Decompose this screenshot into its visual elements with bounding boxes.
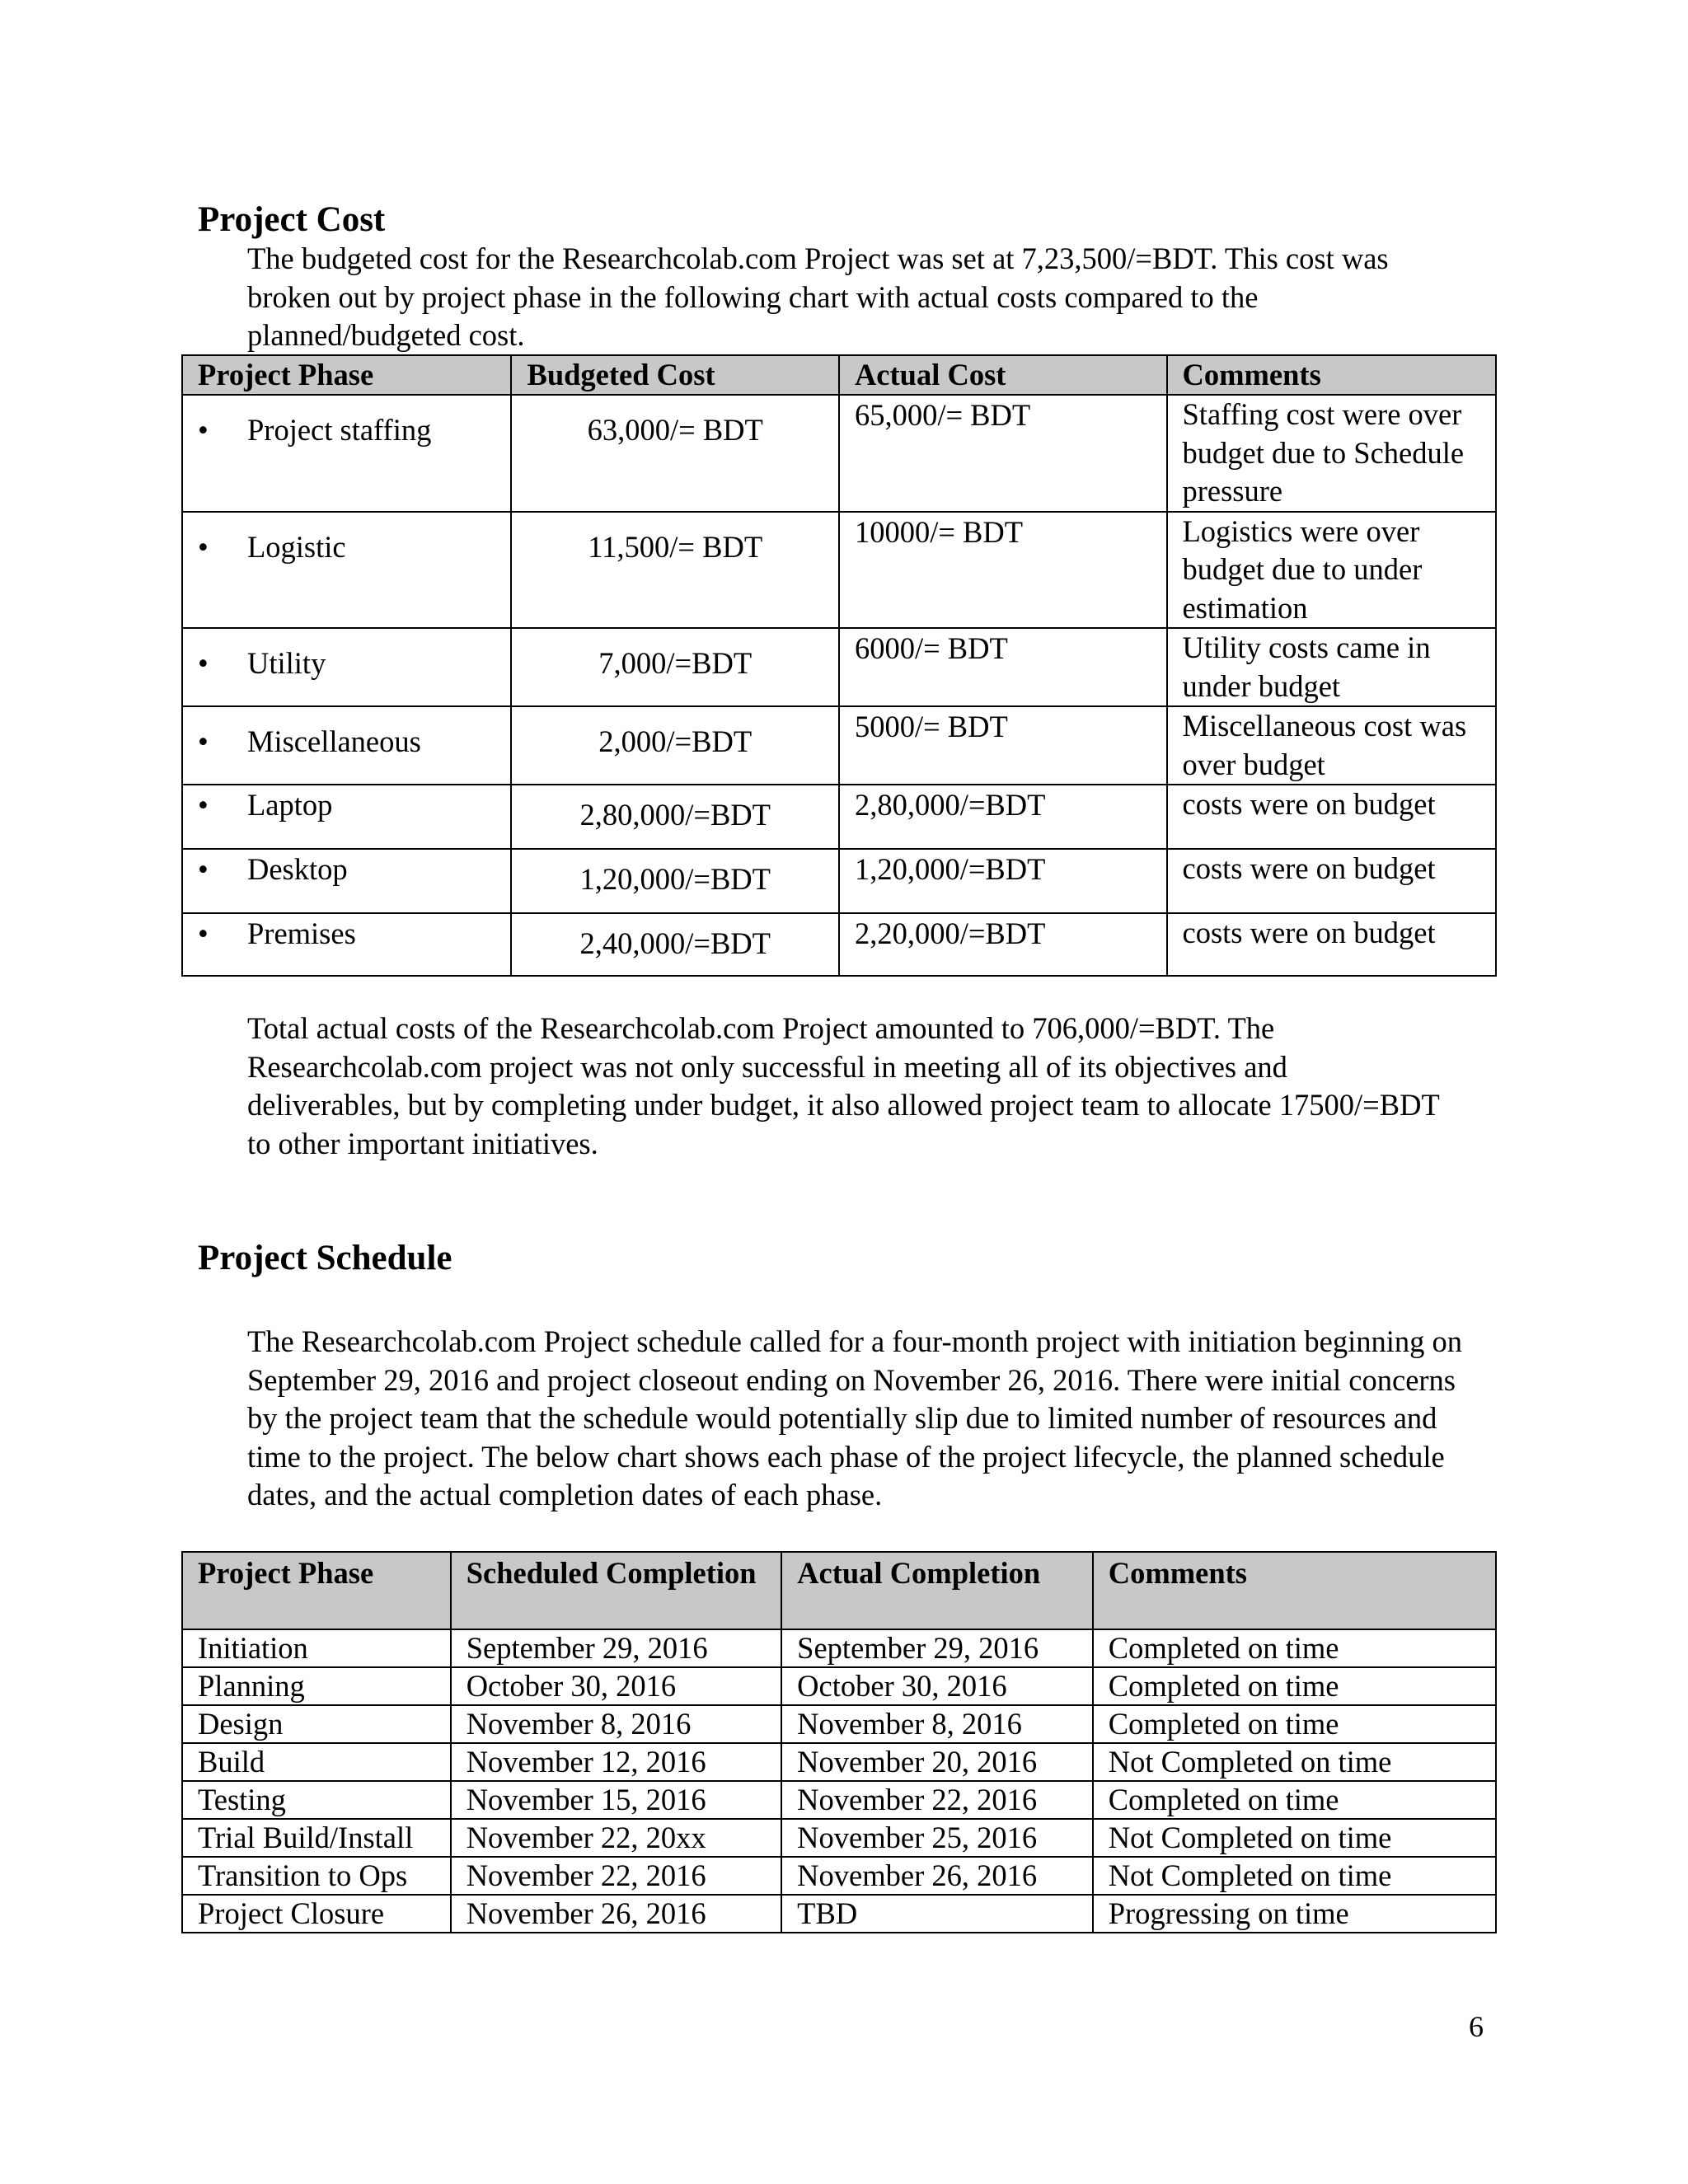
bullet-icon: • <box>198 916 209 950</box>
phase-name: Design <box>182 1705 451 1743</box>
actual-cost: 6000/= BDT <box>839 628 1167 706</box>
phase-name: Project staffing <box>247 413 432 447</box>
table-row <box>182 1629 1496 1667</box>
actual-cost: 65,000/= BDT <box>839 395 1167 512</box>
project-cost-intro: The budgeted cost for the Researchcolab.com Project was set at 7,23,500/=BDT. This cost was broken out by project phase in the following chart with actual costs compared to the planned/budgeted cost. <box>247 241 1389 352</box>
schedule-comment: Completed on time <box>1093 1629 1496 1667</box>
project-cost-summary: Total actual costs of the Researchcolab.com Project amounted to 706,000/=BDT. The Researchcolab.com project was not only successful in meeting all of its objectives and deliverables, but by completing under budget, it also allowed project team to allocate 17500/=BDT to other important initiatives. <box>247 1011 1440 1160</box>
scheduled-date: November 8, 2016 <box>451 1705 781 1743</box>
scheduled-date: September 29, 2016 <box>451 1629 781 1667</box>
cost-comment: costs were on budget <box>1167 913 1497 976</box>
actual-cost: 10000/= BDT <box>839 512 1167 629</box>
budgeted-cost: 63,000/= BDT <box>511 395 838 512</box>
table-header-row <box>182 1552 1496 1629</box>
actual-cost: 1,20,000/=BDT <box>839 849 1167 913</box>
phase-name: Project Closure <box>182 1895 451 1933</box>
phase-name: Initiation <box>182 1629 451 1667</box>
scheduled-date: November 26, 2016 <box>451 1895 781 1933</box>
cost-comment: Staffing cost were over budget due to Schedule pressure <box>1167 395 1497 512</box>
scheduled-date: November 12, 2016 <box>451 1743 781 1781</box>
table-row <box>182 1819 1496 1857</box>
column-header-budgeted: Budgeted Cost <box>511 355 838 395</box>
phase-name: Transition to Ops <box>182 1857 451 1895</box>
column-header-actual: Actual Cost <box>839 355 1167 395</box>
cost-comment: Miscellaneous cost was over budget <box>1167 706 1497 785</box>
actual-date: TBD <box>781 1895 1093 1933</box>
budgeted-cost: 2,80,000/=BDT <box>511 785 838 849</box>
table-row <box>182 1857 1496 1895</box>
table-row <box>182 628 1496 706</box>
schedule-comment: Completed on time <box>1093 1667 1496 1705</box>
column-header-phase: Project Phase <box>182 1552 451 1629</box>
column-header-phase: Project Phase <box>182 355 511 395</box>
schedule-comment: Progressing on time <box>1093 1895 1496 1933</box>
phase-name: Laptop <box>247 788 333 822</box>
phase-name: Trial Build/Install <box>182 1819 451 1857</box>
bullet-icon: • <box>198 724 209 758</box>
schedule-comment: Not Completed on time <box>1093 1819 1496 1857</box>
actual-cost: 2,20,000/=BDT <box>839 913 1167 976</box>
bullet-icon: • <box>198 852 209 886</box>
table-row <box>182 395 1496 512</box>
schedule-comment: Completed on time <box>1093 1705 1496 1743</box>
phase-name: Logistic <box>247 529 346 564</box>
scheduled-date: November 22, 20xx <box>451 1819 781 1857</box>
scheduled-date: November 22, 2016 <box>451 1857 781 1895</box>
table-row <box>182 785 1496 849</box>
scheduled-date: November 15, 2016 <box>451 1781 781 1819</box>
table-row <box>182 1667 1496 1705</box>
actual-date: November 20, 2016 <box>781 1743 1093 1781</box>
table-row <box>182 706 1496 785</box>
cost-comment: Logistics were over budget due to under estimation <box>1167 512 1497 629</box>
project-schedule-intro: The Researchcolab.com Project schedule called for a four-month project with initiation beginning on September 29, 2016 and project closeout ending on November 26, 2016. There were initial concerns by the project team that the schedule would potentially slip due to limited number of resources and time to the project. The below chart shows each phase of the project lifecycle, the planned schedule dates, and the actual completion dates of each phase. <box>247 1324 1463 1511</box>
bullet-icon: • <box>198 413 209 447</box>
table-row <box>182 913 1496 976</box>
actual-date: November 8, 2016 <box>781 1705 1093 1743</box>
page-number: 6 <box>1469 2010 1484 2043</box>
actual-cost: 2,80,000/=BDT <box>839 785 1167 849</box>
schedule-comment: Not Completed on time <box>1093 1743 1496 1781</box>
column-header-actual: Actual Completion <box>781 1552 1093 1629</box>
cost-comment: costs were on budget <box>1167 849 1497 913</box>
table-row <box>182 1705 1496 1743</box>
table-row <box>182 1781 1496 1819</box>
cost-comment: costs were on budget <box>1167 785 1497 849</box>
column-header-scheduled: Scheduled Completion <box>451 1552 781 1629</box>
budgeted-cost: 11,500/= BDT <box>511 512 838 629</box>
column-header-comments: Comments <box>1167 355 1497 395</box>
phase-name: Utility <box>247 646 326 680</box>
actual-date: November 22, 2016 <box>781 1781 1093 1819</box>
table-header-row <box>182 355 1496 395</box>
cost-comment: Utility costs came in under budget <box>1167 628 1497 706</box>
table-row <box>182 512 1496 629</box>
phase-name: Miscellaneous <box>247 724 421 758</box>
project-cost-heading: Project Cost <box>198 200 386 239</box>
schedule-comment: Completed on time <box>1093 1781 1496 1819</box>
phase-name: Planning <box>182 1667 451 1705</box>
table-row <box>182 849 1496 913</box>
column-header-comments: Comments <box>1093 1552 1496 1629</box>
phase-name: Premises <box>247 916 356 950</box>
budgeted-cost: 2,40,000/=BDT <box>511 913 838 976</box>
budgeted-cost: 2,000/=BDT <box>511 706 838 785</box>
table-row <box>182 1743 1496 1781</box>
schedule-comment: Not Completed on time <box>1093 1857 1496 1895</box>
bullet-icon: • <box>198 529 209 564</box>
scheduled-date: October 30, 2016 <box>451 1667 781 1705</box>
table-row <box>182 1895 1496 1933</box>
actual-date: October 30, 2016 <box>781 1667 1093 1705</box>
project-cost-table <box>181 354 1497 977</box>
bullet-icon: • <box>198 646 209 680</box>
actual-date: September 29, 2016 <box>781 1629 1093 1667</box>
budgeted-cost: 7,000/=BDT <box>511 628 838 706</box>
actual-cost: 5000/= BDT <box>839 706 1167 785</box>
bullet-icon: • <box>198 788 209 822</box>
phase-name: Testing <box>182 1781 451 1819</box>
budgeted-cost: 1,20,000/=BDT <box>511 849 838 913</box>
phase-name: Desktop <box>247 852 348 886</box>
project-schedule-table <box>181 1551 1497 1933</box>
project-schedule-heading: Project Schedule <box>198 1239 452 1277</box>
actual-date: November 26, 2016 <box>781 1857 1093 1895</box>
phase-name: Build <box>182 1743 451 1781</box>
actual-date: November 25, 2016 <box>781 1819 1093 1857</box>
